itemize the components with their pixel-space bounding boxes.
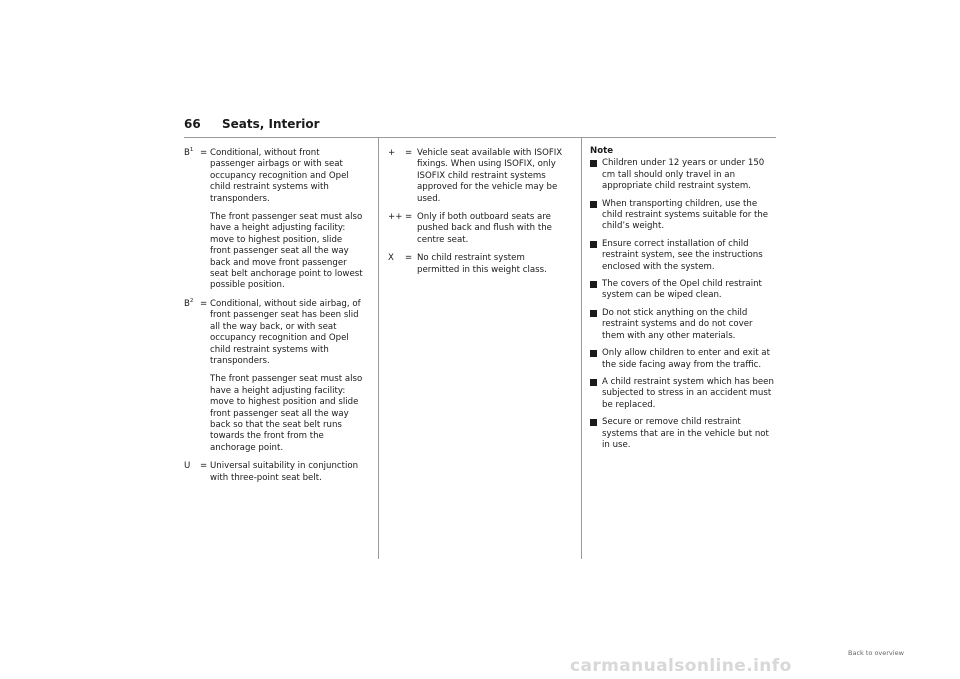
definition-text: The front passenger seat must also have a height adjusting facility: move to highest position and slide front passenger seat all the way back so that the seat belt runs towards the front from the anchorage point. — [210, 374, 363, 453]
section-title: Seats, Interior — [222, 117, 320, 131]
bullet-square-icon — [590, 419, 597, 426]
bullet-square-icon — [590, 241, 597, 248]
equals-sign: = — [405, 212, 413, 223]
note-item: A child restraint system which has been subjected to stress in an accident must be replaced. — [590, 377, 776, 411]
note-item: The covers of the Opel child restraint system can be wiped clean. — [590, 279, 776, 302]
definition-text: Universal suitability in conjunction with three-point seat belt. — [210, 461, 359, 483]
column-divider-right — [581, 138, 582, 559]
page-number: 66 — [184, 117, 201, 131]
column-divider-left — [378, 138, 379, 559]
definition-symbol: X — [388, 253, 394, 264]
note-item: Only allow children to enter and exit at the side facing away from the traffic. — [590, 348, 776, 371]
note-title: Note — [590, 146, 614, 156]
middle-column — [388, 148, 566, 283]
note-item: Ensure correct installation of child restraint system, see the instructions enclosed with the system. — [590, 239, 776, 273]
definition-text: Conditional, without side airbag, of front passenger seat has been slid all the way back, or with seat occupancy recognition and Opel child restraint systems with transponders. — [210, 298, 361, 366]
note-item: Do not stick anything on the child restraint systems and do not cover them with any other materials. — [590, 308, 776, 342]
note-item: Children under 12 years or under 150 cm tall should only travel in an appropriate child restraint system. — [590, 158, 776, 192]
watermark: carmanualsonline.info — [570, 656, 792, 676]
bullet-square-icon — [590, 281, 597, 288]
definition-entry-plus — [388, 148, 566, 205]
left-column — [184, 148, 364, 491]
bullet-square-icon — [590, 379, 597, 386]
back-to-overview-link[interactable]: Back to overview — [848, 649, 904, 657]
definition-entry-b1 — [184, 148, 364, 292]
definition-symbol: $B^1$ — [184, 147, 194, 158]
definition-text: No child restraint system permitted in this weight class. — [417, 253, 547, 275]
note-item: When transporting children, use the child restraint systems suitable for the child’s weight. — [590, 199, 776, 233]
equals-sign: = — [405, 253, 413, 264]
definition-entry-x — [388, 253, 566, 276]
definition-text: Conditional, without front passenger airbags or with seat occupancy recognition and Opel child restraint systems with transponders. — [210, 148, 349, 204]
definition-entry-plus-plus — [388, 212, 566, 246]
definition-symbol: $B^2$ — [184, 298, 194, 309]
equals-sign: = — [200, 148, 208, 158]
equals-sign: = — [405, 148, 413, 158]
bullet-square-icon — [590, 350, 597, 357]
bullet-square-icon — [590, 310, 597, 317]
definition-entry-b2 — [184, 299, 364, 454]
definition-symbol: ++ — [388, 212, 403, 223]
note-item: Secure or remove child restraint systems that are in the vehicle but not in use. — [590, 417, 776, 451]
header-divider — [184, 137, 776, 138]
definition-text: The front passenger seat must also have a height adjusting facility: move to highest position, slide front passenger seat all the way back and move front passenger seat belt anchorage point to lowest possible position. — [210, 212, 363, 291]
bullet-square-icon — [590, 201, 597, 208]
note-box — [590, 146, 776, 457]
definition-text: Vehicle seat available with ISOFIX fixings. When using ISOFIX, only ISOFIX child restraint systems approved for the vehicle may be used. — [417, 148, 563, 204]
bullet-square-icon — [590, 160, 597, 167]
definition-entry-u — [184, 461, 364, 484]
definition-symbol: U — [184, 461, 191, 472]
equals-sign: = — [200, 298, 208, 309]
equals-sign: = — [200, 461, 208, 472]
definition-symbol: + — [388, 148, 396, 158]
definition-text: Only if both outboard seats are pushed back and flush with the centre seat. — [417, 212, 552, 245]
